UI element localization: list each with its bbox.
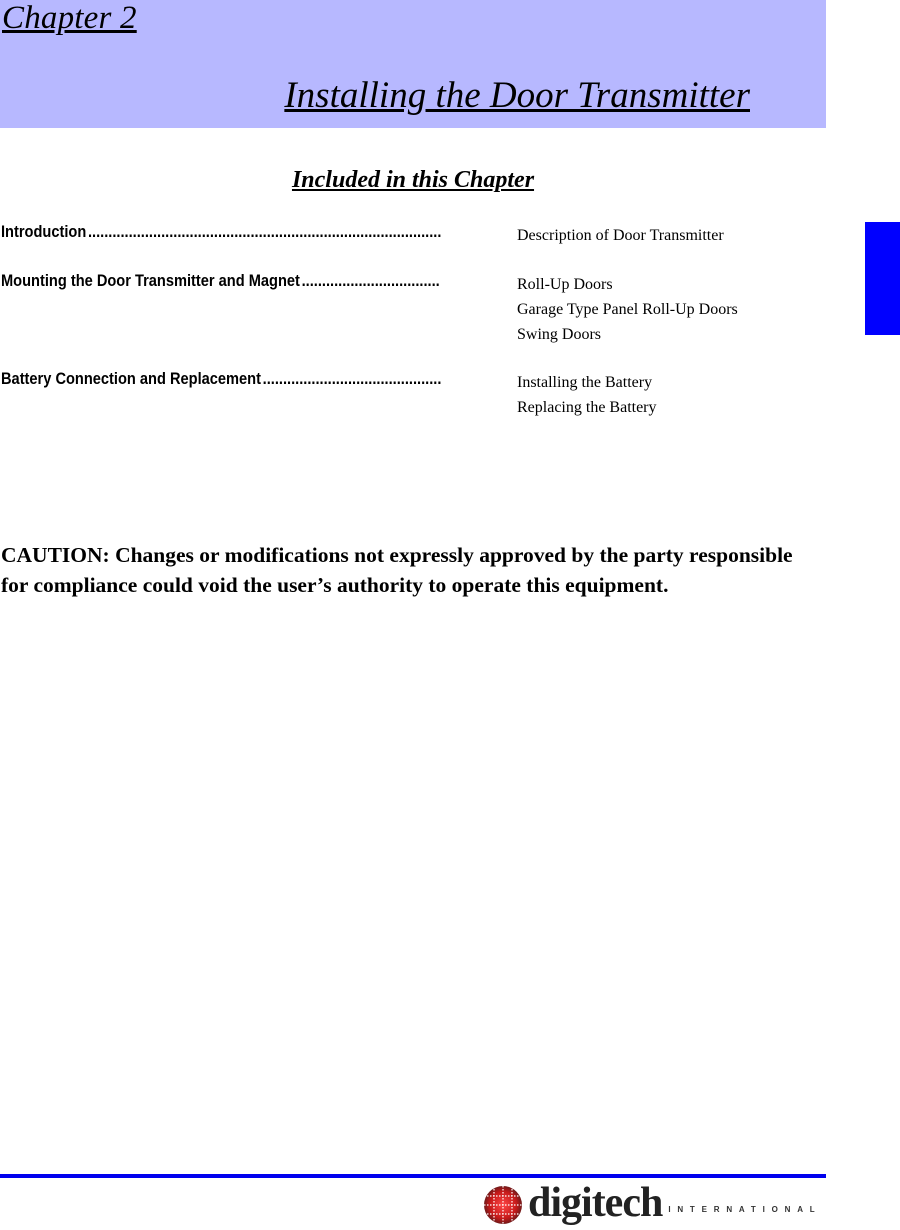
- logo-wordmark: digitech: [528, 1180, 663, 1226]
- toc-subitem[interactable]: Replacing the Battery: [517, 399, 657, 416]
- toc-subitem[interactable]: Garage Type Panel Roll-Up Doors: [517, 301, 738, 318]
- dot-leader: [263, 369, 441, 389]
- dot-leader: [88, 222, 440, 242]
- chapter-label: Chapter 2: [2, 0, 137, 36]
- caution-notice: CAUTION: Changes or modifications not expressly approved by the party responsible for compliance could void the user’s authority to operate this equipment.: [1, 543, 793, 597]
- toc-entry-label: Mounting the Door Transmitter and Magnet: [1, 271, 300, 290]
- dot-leader: [302, 271, 441, 291]
- toc-subitems-mounting: [517, 272, 738, 347]
- contents-heading: Included in this Chapter: [291, 167, 535, 193]
- toc-subitem[interactable]: Roll-Up Doors: [517, 276, 613, 293]
- chapter-tab-marker: [865, 222, 900, 335]
- chapter-title: Installing the Door Transmitter: [284, 75, 750, 116]
- logo-suffix: INTERNATIONAL: [668, 1204, 822, 1214]
- toc-entry-introduction[interactable]: [1, 222, 440, 242]
- toc-entry-mounting[interactable]: [1, 271, 440, 291]
- toc-entry-label: Battery Connection and Replacement: [1, 369, 261, 388]
- globe-icon: [482, 1184, 524, 1226]
- toc-subitem[interactable]: Installing the Battery: [517, 374, 653, 391]
- toc-entry-label: Introduction: [1, 222, 87, 241]
- toc-subitem[interactable]: Swing Doors: [517, 326, 602, 343]
- toc-subitem[interactable]: Description of Door Transmitter: [517, 227, 724, 244]
- toc-subitems-introduction: [517, 223, 724, 248]
- toc-entry-battery[interactable]: [1, 369, 440, 389]
- toc-subitems-battery: [517, 370, 657, 420]
- chapter-header: [0, 0, 826, 128]
- company-logo: [482, 1176, 822, 1230]
